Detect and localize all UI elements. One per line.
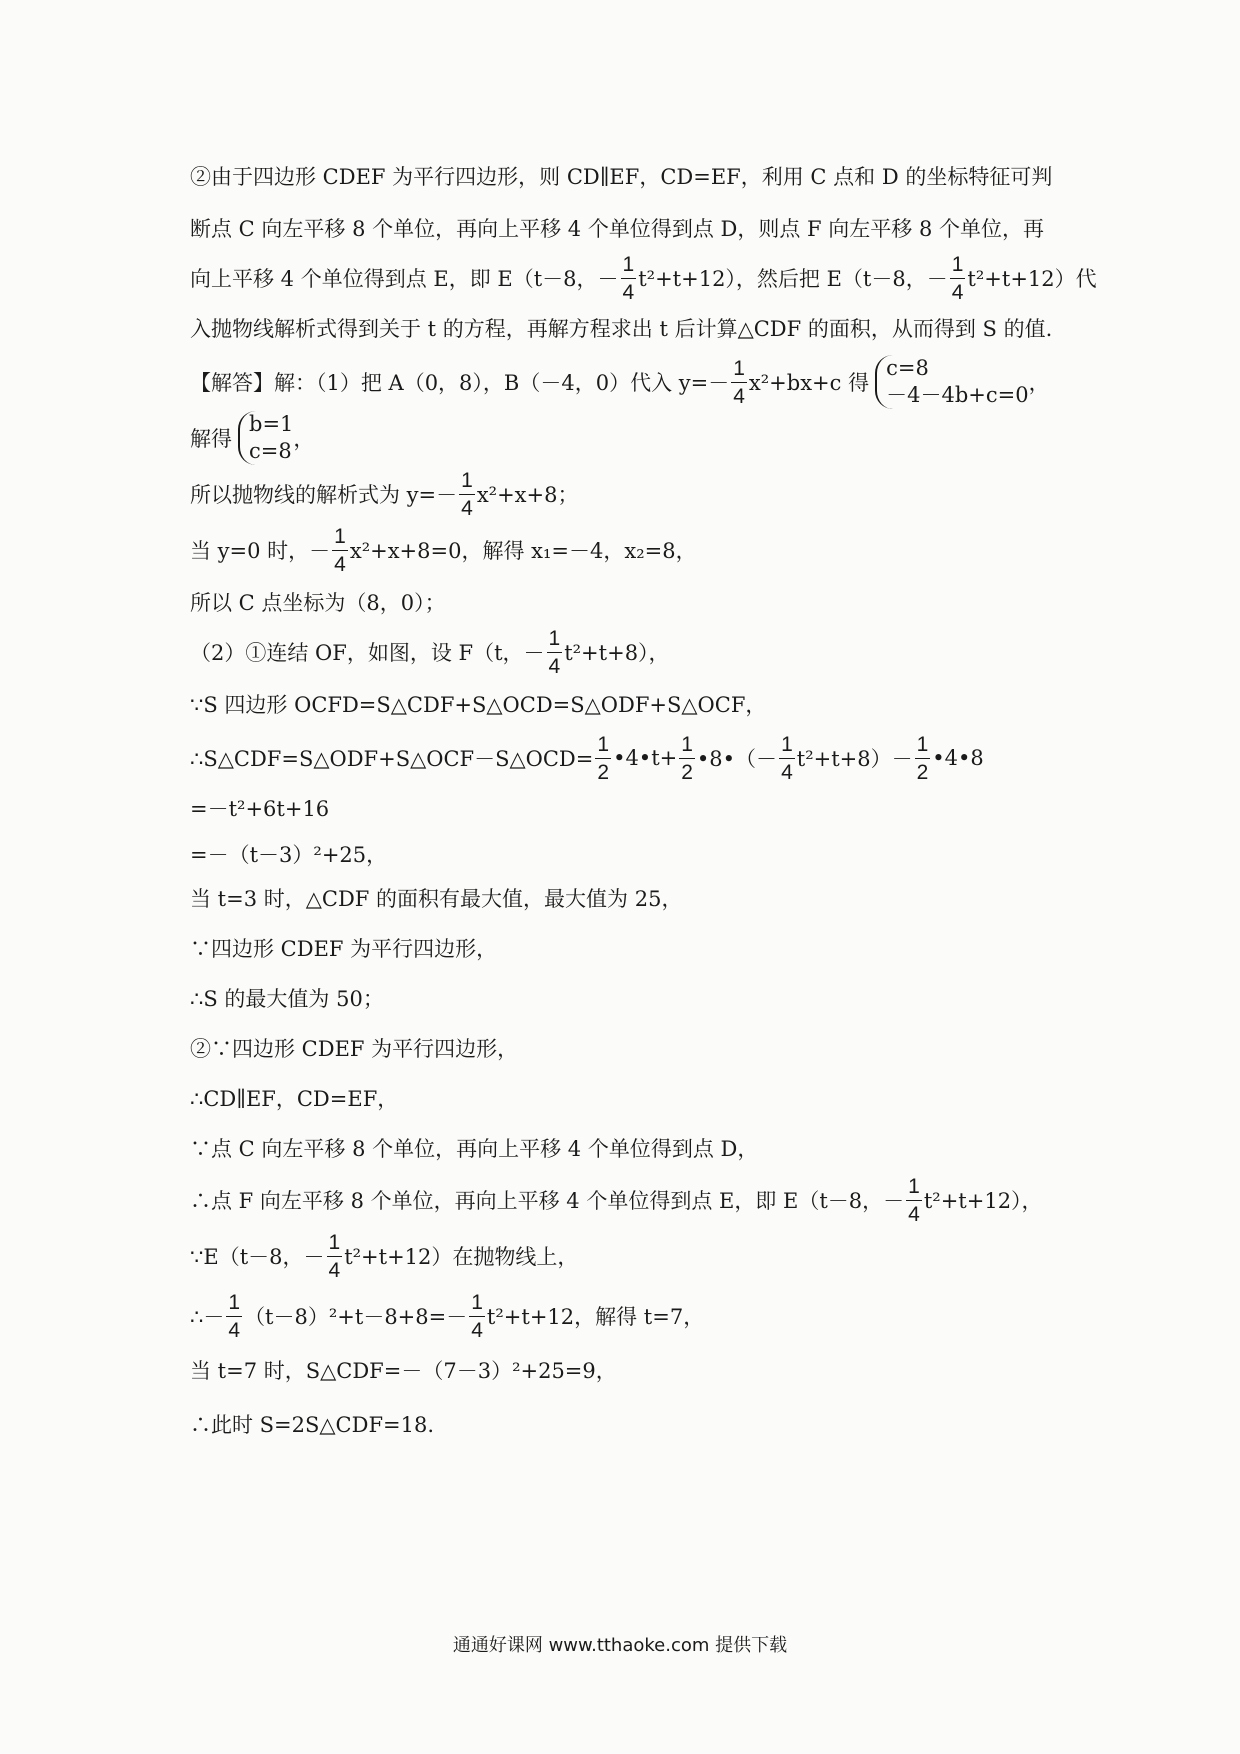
answer-line-5: 所以 C 点坐标为（8，0）；: [190, 591, 446, 615]
analysis-line-2: 断点 C 向左平移 8 个单位，再向上平移 4 个单位得到点 D，则点 F 向左平移 8 个单位，再: [190, 217, 1044, 241]
answer-line-15: ∴CD∥EF，CD=EF，: [190, 1087, 399, 1111]
answer-line-21: ∴此时 S=2S△CDF=18.: [190, 1413, 435, 1437]
analysis-line-1: ②由于四边形 CDEF 为平行四边形，则 CD∥EF，CD=EF，利用 C 点和 D 的坐标特征可判: [190, 165, 1053, 189]
answer-line-19: ∴－ $\frac{1}{4}$ （t－8）²+t－8+8=－ $\frac{1}{4}$ t²+t+12，解得 t=7，: [190, 1290, 705, 1342]
answer-line-16: ∵点 C 向左平移 8 个单位，再向上平移 4 个单位得到点 D，: [190, 1137, 759, 1161]
answer-line-12: ∵四边形 CDEF 为平行四边形，: [190, 937, 498, 961]
answer-line-17: ∴点 F 向左平移 8 个单位，再向上平移 4 个单位得到点 E，即 E（t－8，－ $\frac{1}{4}$ t²+t+12），: [190, 1174, 1043, 1226]
fraction: $\frac{1}{4}$: [622, 252, 635, 304]
answer-line-2: 解得 b=1 c=8 ，: [190, 410, 1070, 466]
fraction: $\frac{1}{4}$: [328, 1230, 341, 1282]
fraction: $\frac{1}{2}$: [597, 732, 610, 784]
answer-line-3: 所以抛物线的解析式为 y=－ $\frac{1}{4}$ x²+x+8；: [190, 468, 579, 520]
footer-credit: 通通好课网 www.tthaoke.com 提供下载: [452, 1635, 788, 1656]
fraction: $\frac{1}{4}$: [781, 732, 793, 784]
answer-line-1: 【解答】解：（1）把 A（0，8），B（－4，0）代入 y=－ $\frac{1}{4}$ x²+bx+c 得 c=8 －4－4b+c=0 ，: [190, 355, 1050, 408]
answer-line-20: 当 t=7 时，S△CDF=－（7－3）²+25=9，: [190, 1359, 617, 1383]
answer-line-13: ∴S 的最大值为 50；: [190, 987, 384, 1011]
fraction: $\frac{1}{4}$: [334, 524, 346, 576]
solution-system: b=1 c=8: [238, 411, 293, 466]
answer-line-10: =－（t－3）²+25，: [190, 843, 388, 867]
answer-line-8: ∴S△CDF=S△ODF+S△OCF－S△OCD= $\frac{1}{2}$ •4•t+ $\frac{1}{2}$ •8•（－ $\frac{1}{4}$ t²+t+8）－ $\frac{1}{2}$ •4•8: [190, 732, 984, 784]
answer-line-11: 当 t=3 时，△CDF 的面积有最大值，最大值为 25，: [190, 887, 683, 911]
fraction: $\frac{1}{4}$: [733, 356, 745, 408]
analysis-line-3: 向上平移 4 个单位得到点 E，即 E（t－8，－ $\frac{1}{4}$ t²+t+12），然后把 E（t－8，－ $\frac{1}{4}$ t²+t+12）代: [190, 252, 1097, 304]
fraction: $\frac{1}{4}$: [908, 1174, 920, 1226]
answer-line-14: ②∵四边形 CDEF 为平行四边形，: [190, 1037, 519, 1061]
analysis-line-4: 入抛物线解析式得到关于 t 的方程，再解方程求出 t 后计算△CDF 的面积，从而得到 S 的值.: [190, 317, 1053, 341]
fraction: $\frac{1}{4}$: [471, 1290, 483, 1342]
fraction: $\frac{1}{4}$: [228, 1290, 241, 1342]
answer-line-18: ∵E（t－8，－ $\frac{1}{4}$ t²+t+12）在抛物线上，: [190, 1230, 579, 1282]
answer-line-4: 当 y=0 时，－ $\frac{1}{4}$ x²+x+8=0，解得 x₁=－4，x₂=8，: [190, 524, 697, 576]
equation-system: c=8 －4－4b+c=0: [875, 355, 1028, 410]
answer-line-9: =－t²+6t+16: [190, 797, 330, 821]
fraction: $\frac{1}{2}$: [681, 732, 693, 784]
fraction: $\frac{1}{2}$: [916, 732, 929, 784]
answer-line-6: （2）①连结 OF，如图，设 F（t，－ $\frac{1}{4}$ t²+t+8），: [190, 626, 670, 678]
answer-line-7: ∵S 四边形 OCFD=S△CDF+S△OCD=S△ODF+S△OCF，: [190, 693, 767, 717]
fraction: $\frac{1}{4}$: [461, 468, 473, 520]
fraction: $\frac{1}{4}$: [951, 252, 964, 304]
fraction: $\frac{1}{4}$: [548, 626, 561, 678]
